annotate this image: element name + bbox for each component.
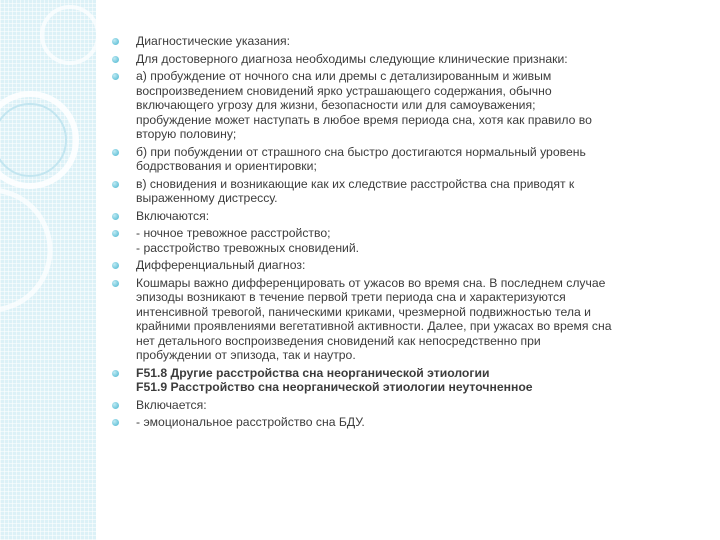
bullet-text-line: нет детального воспроизведения сновидений как непосредственно при <box>136 333 541 348</box>
bullet-text-line: выраженному дистрессу. <box>136 191 278 205</box>
bullet-icon <box>112 213 119 220</box>
bullet-text-line: интенсивной тревогой, паническими криками, чрезмерной подвижностью тела и <box>136 304 591 319</box>
bullet-text-line: - ночное тревожное расстройство; <box>136 226 331 240</box>
slide-body <box>106 34 686 433</box>
bullet-text-line: воспроизведением сновидений ярко устрашающего содержания, обычно <box>136 83 552 98</box>
bullet-text-line: вторую половину; <box>136 127 237 141</box>
bullet-item <box>106 415 686 430</box>
bullet-item <box>106 258 686 273</box>
bullet-text-line: включающего угрозу для жизни, безопасности или для самоуважения; <box>136 98 536 112</box>
bullet-text-line: б) при побуждении от страшного сна быстро достигаются нормальный уровень <box>136 144 586 159</box>
bullet-text-line: Включаются: <box>136 208 210 223</box>
bullet-item <box>106 145 686 174</box>
bullet-icon <box>112 402 119 409</box>
bullet-text-line: а) пробуждение от ночного сна или дремы с детализированным и живым <box>136 69 552 83</box>
bullet-text-line: Для достоверного диагноза необходимы следующие клинические признаки: <box>136 51 568 66</box>
bullet-item <box>106 34 686 49</box>
bullet-item <box>106 209 686 224</box>
bullet-text-line: F51.9 Расстройство сна неорганической этиологии неуточненное <box>136 380 533 394</box>
bullet-icon <box>112 370 119 377</box>
bullet-text-line: пробуждение может наступать в любое время периода сна, хотя как правило во <box>136 112 592 127</box>
bullet-item <box>106 177 686 206</box>
decorative-circles <box>0 0 96 540</box>
bullet-item <box>106 226 686 255</box>
bullet-text-line: Кошмары важно дифференцировать от ужасов во время сна. В последнем случае <box>136 275 606 290</box>
bullet-text-line: в) сновидения и возникающие как их следствие расстройства сна приводят к <box>136 176 575 191</box>
bullet-text-line: Включается: <box>136 397 207 412</box>
bullet-icon <box>112 419 119 426</box>
bullet-text-line: Диагностические указания: <box>136 34 291 48</box>
bullet-text-line: - расстройство тревожных сновидений. <box>136 240 360 255</box>
bullet-icon <box>112 56 119 63</box>
bullet-text-line: крайними проявлениями вегетативной активности. Далее, при ужасах во время сна <box>136 319 612 333</box>
bullet-icon <box>112 230 119 237</box>
bullet-list <box>106 34 686 430</box>
bullet-item <box>106 69 686 142</box>
bullet-item <box>106 52 686 67</box>
bullet-text-line: Дифференциальный диагноз: <box>136 258 306 272</box>
bullet-icon <box>112 73 119 80</box>
bullet-icon <box>112 149 119 156</box>
bullet-text-line: бодрствования и ориентировки; <box>136 159 317 173</box>
bullet-item <box>106 366 686 395</box>
bullet-icon <box>112 280 119 287</box>
bullet-item <box>106 276 686 363</box>
decorative-side-panel <box>0 0 96 540</box>
bullet-text-line: F51.8 Другие расстройства сна неорганической этиологии <box>136 365 490 380</box>
bullet-text-line: - эмоциональное расстройство сна БДУ. <box>136 415 365 429</box>
bullet-text-line: пробуждении от эпизода, так и наутро. <box>136 348 356 362</box>
bullet-icon <box>112 181 119 188</box>
bullet-text-line: эпизоды возникают в течение первой трети периода сна и характеризуются <box>136 290 566 304</box>
bullet-icon <box>112 262 119 269</box>
bullet-item <box>106 398 686 413</box>
bullet-icon <box>112 38 119 45</box>
